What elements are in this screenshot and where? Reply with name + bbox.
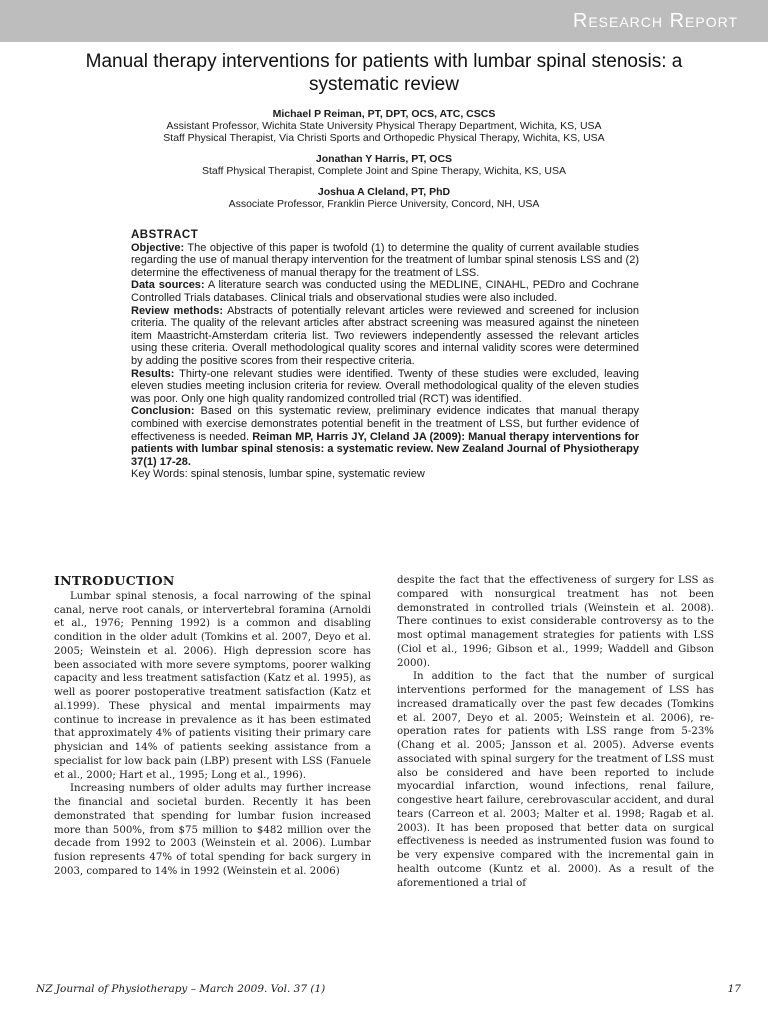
author-affiliation: Associate Professor, Franklin Pierce University, Concord, NH, USA: [228, 198, 540, 210]
page-number: 17: [727, 983, 741, 995]
data-sources-label: Data sources:: [131, 279, 205, 292]
author-affiliation: Staff Physical Therapist, Complete Joint and Spine Therapy, Wichita, KS, USA: [202, 165, 566, 177]
results-text: Thirty-one relevant studies were identified. Twenty of these studies were excluded, leaving eleven studies meeting inclusion criteria for review. Overall methodological quality of the eleven studies was poor. Only one high quality randomized controlled trial (RCT) was identified.: [131, 367, 639, 405]
body-paragraph: In addition to the fact that the number of surgical interventions performed for the management of LSS has increased dramatically over the past few decades (Tomkins et al. 2007, Deyo et al. 2005; Weinstein et al. 2006), re-operation rates for patients with LSS range from 5-23% (Chang et al. 2005; Jansson et al. 2005). Adverse events associated with spinal surgery for the treatment of LSS must also be considered and have been reported to include myocardial infarction, wound infections, renal failure, congestive heart failure, cerebrovascular accident, and dural tears (Carreon et al. 2003; Malter et al. 1998; Ragab et al. 2003). It has been proposed that better data on surgical effectiveness is needed as instrumented fusion was found to be very expensive compared with the incremental gain in health outcome (Kuntz et al. 2000). As a result of the aforementioned a trial of: [397, 671, 714, 889]
author-block: [90, 153, 678, 177]
author-affiliation: Assistant Professor, Wichita State University Physical Therapy Department, Wichita, KS, USA: [166, 120, 602, 132]
abstract-results: [131, 368, 639, 406]
review-methods-text: Abstracts of potentially relevant articles were reviewed and screened for inclusion criteria. The quality of the relevant articles after abstract screening was measured against the nineteen item Maastricht-Amsterdam criteria list. Two reviewers independently assessed the relevant articles using these criteria. Overall methodological quality scores and internal validity scores were determined by adding the positive scores from their respective criteria.: [131, 304, 639, 367]
author-name: Jonathan Y Harris, PT, OCS: [315, 153, 453, 165]
body-paragraph: Increasing numbers of older adults may further increase the financial and societal burden. Recently it has been demonstrated that spending for lumbar fusion increased more than 500%, from $75 million to $482 million over the decade from 1992 to 2003 (Weinstein et al. 2006). Lumbar fusion represents 47% of total spending for back surgery in 2003, compared to 14% in 1992 (Weinstein et al. 2006): [54, 783, 371, 877]
author-block: [90, 108, 678, 144]
abstract-objective: [131, 242, 639, 280]
keywords: Key Words: spinal stenosis, lumbar spine, systematic review: [131, 468, 425, 481]
author-block: [90, 186, 678, 210]
body-paragraph: despite the fact that the effectiveness of surgery for LSS as compared with nonsurgical treatment has not been demonstrated in controlled trials (Weinstein et al. 2008). There continues to exist considerable controversy as to the most optimal management strategies for patients with LSS (Ciol et al., 1996; Gibson et al., 1999; Waddell and Gibson 2000).: [397, 575, 714, 669]
body-column-left: [54, 574, 371, 879]
journal-footer: NZ Journal of Physiotherapy – March 2009. Vol. 37 (1): [36, 983, 326, 995]
abstract-conclusion: [131, 405, 639, 468]
abstract-heading: ABSTRACT: [131, 229, 199, 241]
section-label: Research Report: [572, 10, 738, 32]
objective-text: The objective of this paper is twofold (1) to determine the quality of current available studies regarding the use of manual therapy intervention for the treatment of lumbar spinal stenosis LSS and (2) determine the effectiveness of manual therapy for the treatment of LSS.: [131, 241, 639, 279]
conclusion-label: Conclusion:: [131, 405, 195, 418]
body-column-right: [397, 574, 714, 890]
results-label: Results:: [131, 367, 175, 380]
objective-label: Objective:: [131, 241, 185, 254]
header-banner: [0, 0, 768, 42]
author-list: [90, 108, 678, 219]
section-heading: INTRODUCTION: [54, 573, 175, 588]
author-name: Michael P Reiman, PT, DPT, OCS, ATC, CSCS: [272, 108, 496, 120]
abstract: [131, 229, 639, 481]
body-paragraph: Lumbar spinal stenosis, a focal narrowing of the spinal canal, nerve root canals, or intervertebral foramina (Arnoldi et al., 1976; Penning 1992) is a common and disabling condition in the older adult (Tomkins et al. 2007, Deyo et al. 2005; Weinstein et al. 2006). High depression score has been associated with more severe symptoms, poorer walking capacity and less treatment satisfaction (Katz et al. 1995), as well as poorer postoperative treatment satisfaction (Katz et al.1999). These physical and mental impairments may continue to increase in prevalence as it has been estimated that approximately 4% of patients visiting their primary care physician and 14% of patients seeking assistance from a specialist for low back pain (LBP) present with LSS (Fanuele et al., 2000; Hart et al., 1995; Long et al., 1996).: [54, 590, 371, 781]
article-title: Manual therapy interventions for patients with lumbar spinal stenosis: a systematic review: [85, 51, 683, 95]
author-name: Joshua A Cleland, PT, PhD: [317, 186, 451, 198]
abstract-data-sources: [131, 279, 639, 304]
conclusion-text: Based on this systematic review, preliminary evidence indicates that manual therapy combined with exercise demonstrates potential benefit in the treatment of LSS, but further evidence of effectiveness is needed.: [131, 405, 639, 443]
author-affiliation: Staff Physical Therapist, Via Christi Sports and Orthopedic Physical Therapy, Wichita, KS, USA: [163, 132, 605, 144]
citation: Reiman MP, Harris JY, Cleland JA (2009): Manual therapy interventions for patients with lumbar spinal stenosis: a systematic review. New Zealand Journal of Physiotherapy 37(1) 17-28.: [131, 430, 639, 468]
data-sources-text: A literature search was conducted using the MEDLINE, CINAHL, PEDro and Cochrane Controlled Trials databases. Clinical trials and observational studies were also included.: [131, 279, 639, 304]
abstract-review-methods: [131, 305, 639, 368]
review-methods-label: Review methods:: [131, 304, 224, 317]
